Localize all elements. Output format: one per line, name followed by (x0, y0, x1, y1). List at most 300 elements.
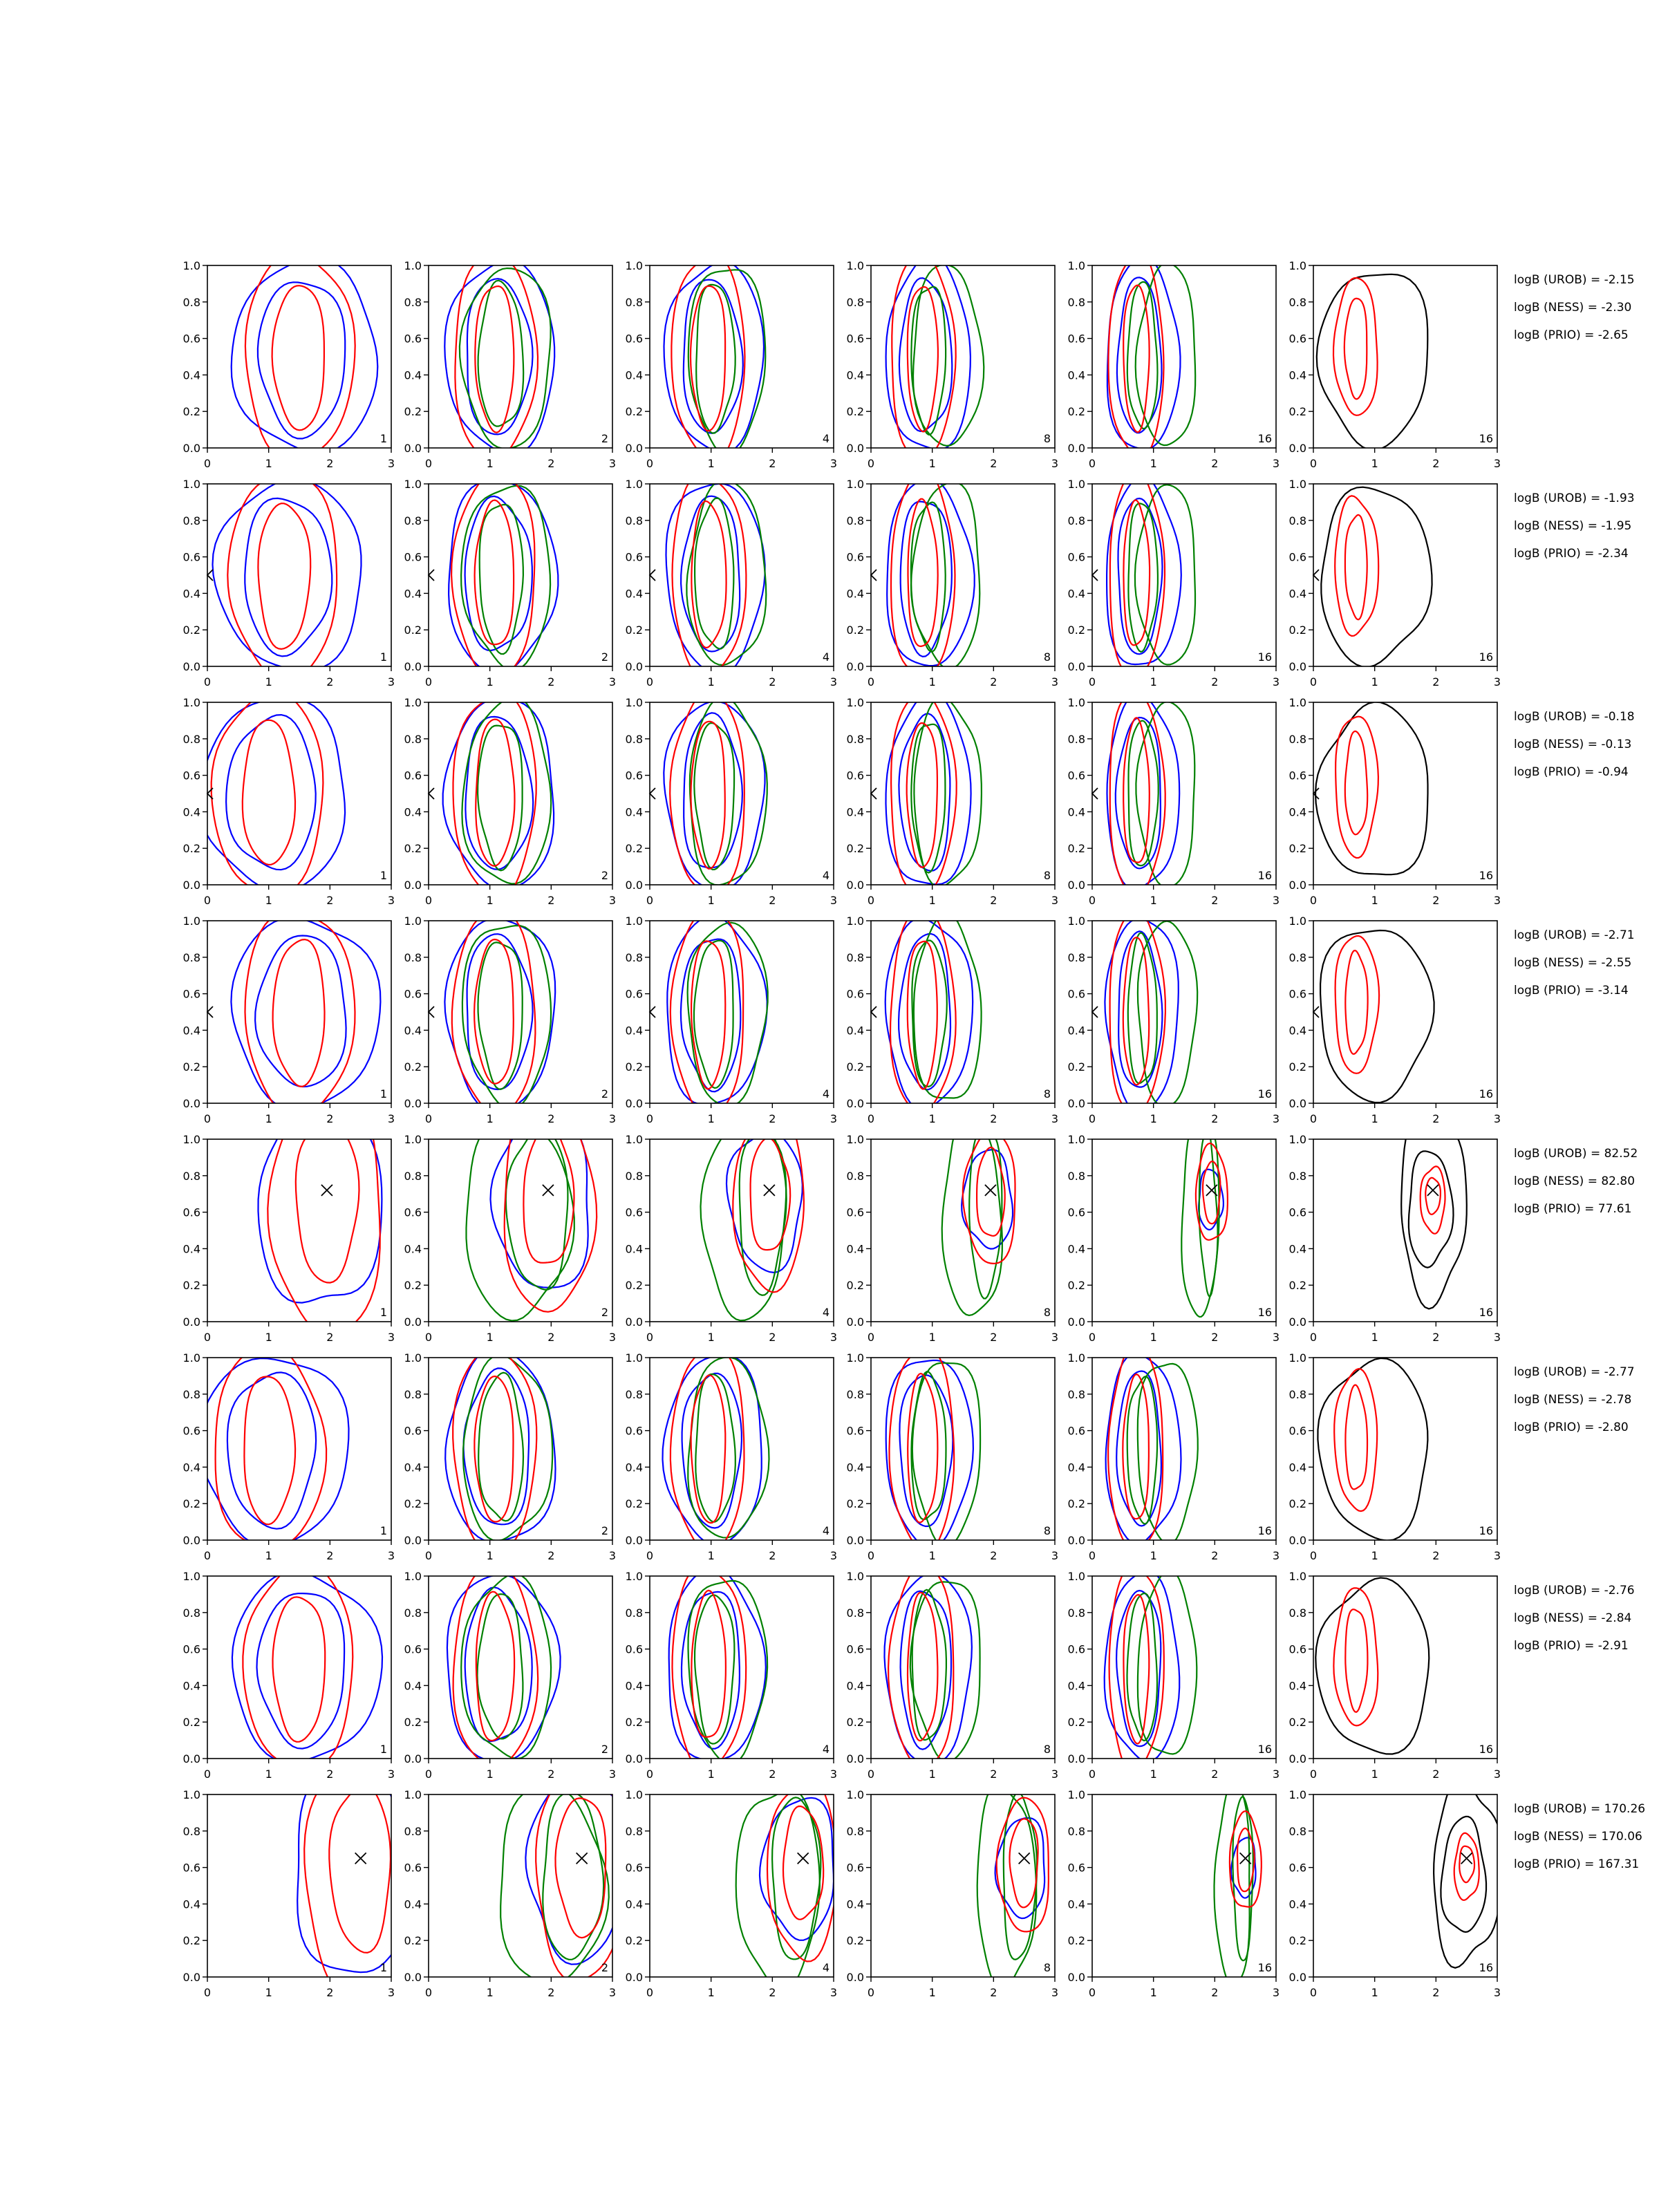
y-tick-label: 0.2 (846, 1716, 864, 1730)
y-tick-label: 0.8 (182, 732, 200, 746)
y-tick-label: 0.6 (1067, 987, 1085, 1001)
x-tick-label: 0 (424, 675, 433, 688)
panel-index-label: 4 (822, 869, 830, 882)
y-tick-label: 0.4 (846, 1024, 864, 1038)
y-tick-label: 0.8 (846, 295, 864, 309)
contour-line (1127, 1593, 1158, 1741)
x-tick-label: 2 (547, 1986, 555, 1999)
x-tick-label: 0 (867, 1768, 875, 1781)
contour-group (1321, 487, 1432, 667)
panel-index-label: 1 (379, 650, 387, 664)
y-tick-label: 0.0 (1067, 879, 1085, 892)
y-tick-label: 1.0 (846, 259, 864, 272)
contour-line (942, 1112, 1002, 1315)
panel-r1-c3 (626, 255, 838, 470)
y-tick-label: 0.2 (404, 1060, 422, 1074)
x-tick-label: 3 (1051, 1112, 1059, 1125)
panel-index-label: 1 (379, 1087, 387, 1100)
contour-line (772, 1797, 821, 1959)
panel-index-label: 4 (822, 1087, 830, 1100)
x-tick-label: 2 (326, 675, 334, 688)
contour-group (886, 252, 984, 459)
x-tick-label: 0 (424, 1768, 433, 1781)
contour-line (478, 1373, 523, 1521)
x-tick-label: 0 (1088, 1331, 1096, 1344)
x-tick-label: 3 (1272, 1331, 1280, 1344)
y-tick-label: 0.8 (404, 1606, 422, 1620)
x-tick-label: 1 (707, 675, 715, 688)
y-tick-label: 1.0 (846, 1133, 864, 1146)
y-tick-label: 0.2 (1067, 1716, 1085, 1730)
y-tick-label: 0.2 (625, 1716, 643, 1730)
x-tick-label: 1 (707, 894, 715, 907)
y-tick-label: 0.4 (846, 1461, 864, 1474)
y-tick-label: 0.8 (182, 295, 200, 309)
truth-marker-edge (650, 1006, 655, 1018)
x-tick-label: 3 (1272, 1768, 1280, 1781)
truth-marker-edge (871, 1006, 877, 1018)
contour-line (258, 282, 345, 438)
contour-group (977, 1783, 1049, 1990)
y-tick-label: 0.2 (1288, 624, 1306, 637)
contour-line (664, 702, 765, 890)
panel-index-label: 16 (1479, 1087, 1493, 1100)
y-tick-label: 0.6 (846, 1861, 864, 1875)
x-tick-label: 0 (1088, 457, 1096, 470)
y-tick-label: 0.8 (404, 1387, 422, 1401)
x-tick-label: 1 (1150, 1112, 1157, 1125)
contour-group (443, 693, 554, 899)
truth-marker-edge (207, 1006, 213, 1018)
y-tick-label: 1.0 (625, 259, 643, 272)
contour-line (1335, 717, 1378, 858)
contour-line (1401, 1112, 1467, 1309)
truth-marker-edge (650, 788, 655, 799)
axes-frame (650, 265, 834, 448)
x-tick-label: 3 (608, 1768, 617, 1781)
contour-group (669, 1566, 767, 1772)
x-tick-label: 1 (265, 675, 272, 688)
y-tick-label: 1.0 (1067, 1351, 1085, 1365)
x-tick-label: 3 (830, 457, 838, 470)
contour-group (1401, 1112, 1467, 1309)
y-tick-label: 0.4 (1067, 1242, 1085, 1256)
truth-marker-x (543, 1185, 554, 1196)
y-tick-label: 1.0 (404, 478, 422, 491)
contour-line (751, 1138, 791, 1250)
panel-r1-c5 (1068, 252, 1280, 470)
x-tick-label: 2 (990, 1112, 997, 1125)
panel-r6-c6 (1289, 1351, 1501, 1562)
x-tick-label: 2 (769, 1331, 776, 1344)
contour-line (500, 1785, 609, 1984)
y-tick-label: 0.8 (625, 1824, 643, 1838)
contour-line (1315, 1578, 1429, 1754)
y-tick-label: 0.4 (1288, 368, 1306, 382)
logB-text: logB (UROB) = 82.52 (1514, 1147, 1638, 1161)
y-tick-label: 0.2 (1067, 405, 1085, 419)
x-tick-label: 1 (265, 1768, 272, 1781)
x-tick-label: 3 (1272, 1549, 1280, 1562)
contour-line (244, 1377, 295, 1525)
x-tick-label: 3 (1051, 1768, 1059, 1781)
y-tick-label: 0.8 (846, 1387, 864, 1401)
x-tick-label: 1 (707, 1549, 715, 1562)
axes-frame (650, 484, 834, 666)
x-tick-label: 1 (1150, 1549, 1157, 1562)
y-tick-label: 0.0 (404, 1097, 422, 1110)
y-tick-label: 0.2 (1067, 1497, 1085, 1511)
contour-line (1434, 1777, 1503, 1968)
panel-index-label: 2 (601, 1524, 608, 1537)
y-tick-label: 0.2 (404, 405, 422, 419)
y-tick-label: 0.8 (1288, 514, 1306, 527)
contour-group (942, 1112, 1015, 1315)
y-tick-label: 1.0 (846, 1351, 864, 1365)
y-tick-label: 0.0 (846, 1971, 864, 1984)
contour-line (474, 1376, 513, 1522)
y-tick-label: 1.0 (846, 1570, 864, 1583)
y-tick-label: 0.4 (404, 1897, 422, 1911)
y-tick-label: 0.6 (846, 332, 864, 346)
contour-line (694, 941, 733, 1088)
y-tick-label: 0.8 (1288, 950, 1306, 964)
x-tick-label: 2 (990, 1986, 997, 1999)
x-tick-label: 3 (1493, 1768, 1501, 1781)
y-tick-label: 0.6 (182, 550, 200, 564)
y-tick-label: 0.6 (1288, 550, 1306, 564)
y-tick-label: 0.2 (404, 842, 422, 856)
panel-r4-c6 (1289, 915, 1501, 1125)
x-tick-label: 0 (867, 1331, 875, 1344)
y-tick-label: 0.8 (625, 1387, 643, 1401)
y-tick-label: 0.6 (404, 1861, 422, 1875)
x-tick-label: 1 (1371, 1768, 1378, 1781)
y-tick-label: 1.0 (404, 696, 422, 709)
x-tick-label: 1 (1150, 1986, 1157, 1999)
panel-index-label: 4 (822, 1743, 830, 1756)
logB-text: logB (PRIO) = -2.91 (1514, 1639, 1629, 1653)
contour-line (476, 720, 514, 866)
panel-r6-c2 (404, 1348, 617, 1562)
x-tick-label: 3 (387, 894, 395, 907)
y-tick-label: 0.2 (846, 1279, 864, 1293)
y-tick-label: 0.4 (1288, 587, 1306, 601)
y-tick-label: 1.0 (404, 1788, 422, 1801)
x-tick-label: 3 (387, 1549, 395, 1562)
y-tick-label: 0.0 (625, 1971, 643, 1984)
y-tick-label: 0.0 (1288, 1971, 1306, 1984)
y-tick-label: 0.6 (846, 1424, 864, 1438)
y-tick-label: 0.8 (625, 295, 643, 309)
x-tick-label: 1 (265, 1986, 272, 1999)
x-tick-label: 1 (1371, 894, 1378, 907)
y-tick-label: 0.2 (1288, 1279, 1306, 1293)
x-tick-label: 3 (1493, 1331, 1501, 1344)
y-tick-label: 0.8 (404, 1824, 422, 1838)
y-tick-label: 0.8 (625, 514, 643, 527)
axes-frame (1313, 1358, 1497, 1540)
x-tick-label: 1 (928, 1768, 936, 1781)
panel-index-label: 16 (1479, 1743, 1493, 1756)
panel-index-label: 1 (379, 1306, 387, 1319)
y-tick-label: 1.0 (1288, 259, 1306, 272)
panel-index-label: 8 (1043, 869, 1051, 882)
x-tick-label: 1 (1371, 1112, 1378, 1125)
panel-r2-c4 (847, 467, 1059, 688)
axes-frame (207, 1576, 391, 1759)
y-tick-label: 0.0 (404, 1534, 422, 1547)
panel-index-label: 8 (1043, 1961, 1051, 1974)
panel-r7-c6 (1289, 1570, 1501, 1781)
contour-line (899, 934, 950, 1089)
y-tick-label: 0.2 (182, 1060, 200, 1074)
axes-frame (650, 1139, 834, 1322)
y-tick-label: 0.4 (182, 805, 200, 819)
x-tick-label: 1 (928, 1112, 936, 1125)
y-tick-label: 1.0 (625, 915, 643, 928)
y-tick-label: 0.4 (182, 1242, 200, 1256)
logB-annotations (1514, 273, 1645, 1871)
y-tick-label: 0.2 (846, 842, 864, 856)
contour-line (1127, 1376, 1157, 1524)
logB-text: logB (UROB) = -2.77 (1514, 1365, 1635, 1379)
panel-r5-c6 (1289, 1112, 1501, 1344)
panel-r8-c6 (1289, 1777, 1503, 2000)
y-tick-label: 0.8 (404, 1169, 422, 1183)
x-tick-label: 0 (1088, 1986, 1096, 1999)
x-tick-label: 1 (486, 675, 494, 688)
y-tick-label: 0.6 (404, 1206, 422, 1219)
contour-line (478, 726, 523, 871)
contour-group (887, 467, 980, 673)
truth-marker-edge (1313, 570, 1319, 581)
panel-r7-c5 (1068, 1566, 1280, 1781)
panel-r6-c4 (847, 1349, 1059, 1562)
x-tick-label: 2 (326, 1986, 334, 1999)
panel-r7-c4 (847, 1566, 1059, 1781)
y-tick-label: 0.4 (625, 1024, 643, 1038)
y-tick-label: 0.4 (625, 1679, 643, 1693)
y-tick-label: 0.8 (1288, 1169, 1306, 1183)
y-tick-label: 0.6 (625, 1206, 643, 1219)
logB-text: logB (UROB) = 170.26 (1514, 1802, 1646, 1816)
y-tick-label: 0.0 (1067, 1534, 1085, 1547)
y-tick-label: 0.4 (625, 368, 643, 382)
axes-frame (429, 484, 612, 666)
y-tick-label: 1.0 (1288, 1351, 1306, 1365)
x-tick-label: 0 (424, 1549, 433, 1562)
x-tick-label: 1 (1150, 1331, 1157, 1344)
contour-group (1106, 1342, 1198, 1548)
y-tick-label: 0.4 (182, 587, 200, 601)
panel-index-label: 4 (822, 1524, 830, 1537)
x-tick-label: 2 (1211, 894, 1219, 907)
contour-line (257, 1593, 345, 1749)
axes-frame (1092, 1358, 1276, 1540)
contour-group (1434, 1777, 1503, 1968)
y-tick-label: 0.2 (625, 1279, 643, 1293)
x-tick-label: 0 (1309, 1986, 1318, 1999)
y-tick-label: 0.8 (1288, 732, 1306, 746)
y-tick-label: 0.8 (1067, 732, 1085, 746)
panel-r2-c2 (404, 474, 617, 688)
y-tick-label: 0.6 (625, 332, 643, 346)
y-tick-label: 0.0 (1067, 1752, 1085, 1765)
x-tick-label: 2 (769, 675, 776, 688)
contour-line (1315, 702, 1428, 875)
x-tick-label: 0 (203, 1986, 212, 1999)
contour-line (691, 1591, 726, 1737)
y-tick-label: 0.4 (1288, 1461, 1306, 1474)
contour-line (304, 1749, 415, 2009)
contour-group (1315, 1578, 1429, 1754)
y-tick-label: 0.8 (1288, 1387, 1306, 1401)
panel-r5-c3 (626, 1112, 838, 1344)
y-tick-label: 0.6 (625, 1861, 643, 1875)
x-tick-label: 3 (1272, 457, 1280, 470)
y-tick-label: 0.8 (846, 950, 864, 964)
y-tick-label: 0.0 (625, 660, 643, 673)
x-tick-label: 1 (486, 1986, 494, 1999)
contour-line (272, 285, 324, 430)
contour-line (911, 724, 945, 873)
contour-line (1334, 1369, 1377, 1511)
logB-text: logB (UROB) = -0.18 (1514, 710, 1635, 724)
x-tick-label: 1 (265, 894, 272, 907)
y-tick-label: 0.4 (182, 1679, 200, 1693)
y-tick-label: 0.2 (625, 1497, 643, 1511)
y-tick-label: 0.4 (625, 587, 643, 601)
y-tick-label: 0.2 (182, 624, 200, 637)
y-tick-label: 0.6 (182, 1424, 200, 1438)
x-tick-label: 1 (486, 1112, 494, 1125)
panel-index-label: 2 (601, 1743, 608, 1756)
contour-group (885, 1566, 980, 1768)
logB-text: logB (NESS) = -1.95 (1514, 519, 1632, 533)
contour-line (1345, 731, 1367, 834)
y-tick-label: 1.0 (625, 478, 643, 491)
y-tick-label: 0.0 (625, 1752, 643, 1765)
contour-line (474, 939, 514, 1084)
x-tick-label: 3 (608, 894, 617, 907)
contour-group (259, 1080, 382, 1335)
y-tick-label: 0.2 (625, 842, 643, 856)
y-tick-label: 0.6 (625, 550, 643, 564)
y-tick-label: 1.0 (1067, 259, 1085, 272)
y-tick-label: 0.0 (1067, 1097, 1085, 1110)
panel-index-label: 16 (1479, 1524, 1493, 1537)
y-tick-label: 0.0 (404, 1971, 422, 1984)
y-tick-label: 0.0 (1067, 1971, 1085, 1984)
y-tick-label: 0.0 (625, 1315, 643, 1329)
y-tick-label: 0.8 (182, 514, 200, 527)
y-tick-label: 0.0 (182, 660, 200, 673)
x-tick-label: 0 (424, 1331, 433, 1344)
contour-line (464, 1368, 529, 1524)
x-tick-label: 0 (1088, 894, 1096, 907)
truth-marker-edge (1313, 1006, 1319, 1018)
contour-group (1315, 702, 1428, 875)
contour-line (727, 1131, 803, 1273)
y-tick-label: 1.0 (182, 1133, 200, 1146)
panel-r3-c5 (1068, 693, 1280, 907)
x-tick-label: 1 (928, 1331, 936, 1344)
y-tick-label: 0.0 (1288, 1097, 1306, 1110)
y-tick-label: 0.0 (182, 1315, 200, 1329)
truth-marker-edge (650, 570, 655, 581)
contour-line (506, 1125, 568, 1289)
y-tick-label: 0.6 (1288, 1206, 1306, 1219)
y-tick-label: 0.8 (1067, 1387, 1085, 1401)
x-tick-label: 0 (203, 894, 212, 907)
y-tick-label: 0.6 (1067, 1642, 1085, 1656)
y-tick-label: 0.6 (1067, 1206, 1085, 1219)
x-tick-label: 0 (203, 1768, 212, 1781)
x-tick-label: 0 (424, 457, 433, 470)
x-tick-label: 0 (1088, 1768, 1096, 1781)
x-tick-label: 1 (1371, 1986, 1378, 1999)
x-tick-label: 3 (1051, 1331, 1059, 1344)
y-tick-label: 0.8 (182, 950, 200, 964)
panel-index-label: 16 (1257, 1087, 1272, 1100)
x-tick-label: 1 (1371, 1549, 1378, 1562)
contour-line (1138, 1364, 1198, 1544)
y-tick-label: 0.6 (1067, 769, 1085, 782)
y-tick-label: 0.0 (846, 1315, 864, 1329)
contour-line (695, 1374, 735, 1522)
y-tick-label: 0.8 (1067, 950, 1085, 964)
axes-frame (1092, 1139, 1276, 1322)
x-tick-label: 3 (1493, 457, 1501, 470)
y-tick-label: 1.0 (404, 259, 422, 272)
contour-line (1318, 1358, 1427, 1541)
contour-line (329, 1784, 391, 1953)
x-tick-label: 1 (1371, 1331, 1378, 1344)
x-tick-label: 2 (1432, 1986, 1440, 1999)
contour-line (505, 1098, 597, 1312)
panel-r8-c4 (847, 1783, 1059, 1999)
y-tick-label: 0.2 (182, 1279, 200, 1293)
y-tick-label: 1.0 (182, 478, 200, 491)
x-tick-label: 0 (867, 1986, 875, 1999)
x-tick-label: 0 (1088, 675, 1096, 688)
panel-r6-c1 (183, 1344, 395, 1562)
contour-line (243, 720, 295, 865)
contour-line (227, 1372, 316, 1528)
y-tick-label: 0.8 (846, 732, 864, 746)
y-tick-label: 0.6 (1288, 332, 1306, 346)
x-tick-label: 1 (1150, 675, 1157, 688)
y-tick-label: 0.4 (625, 1461, 643, 1474)
contour-line (462, 697, 551, 884)
y-tick-label: 0.6 (1288, 987, 1306, 1001)
contour-line (1345, 1385, 1367, 1490)
truth-marker-edge (1092, 570, 1098, 581)
panel-r4-c3 (626, 910, 838, 1125)
axes-frame (1092, 265, 1276, 448)
y-tick-label: 1.0 (1288, 478, 1306, 491)
y-tick-label: 0.0 (625, 879, 643, 892)
y-tick-label: 0.4 (846, 368, 864, 382)
y-tick-label: 0.4 (1288, 1242, 1306, 1256)
y-tick-label: 0.0 (625, 1534, 643, 1547)
y-tick-label: 0.4 (1288, 1897, 1306, 1911)
x-tick-label: 0 (203, 1112, 212, 1125)
y-tick-label: 0.2 (182, 1497, 200, 1511)
y-tick-label: 0.0 (625, 1097, 643, 1110)
axes-frame (871, 1139, 1055, 1322)
